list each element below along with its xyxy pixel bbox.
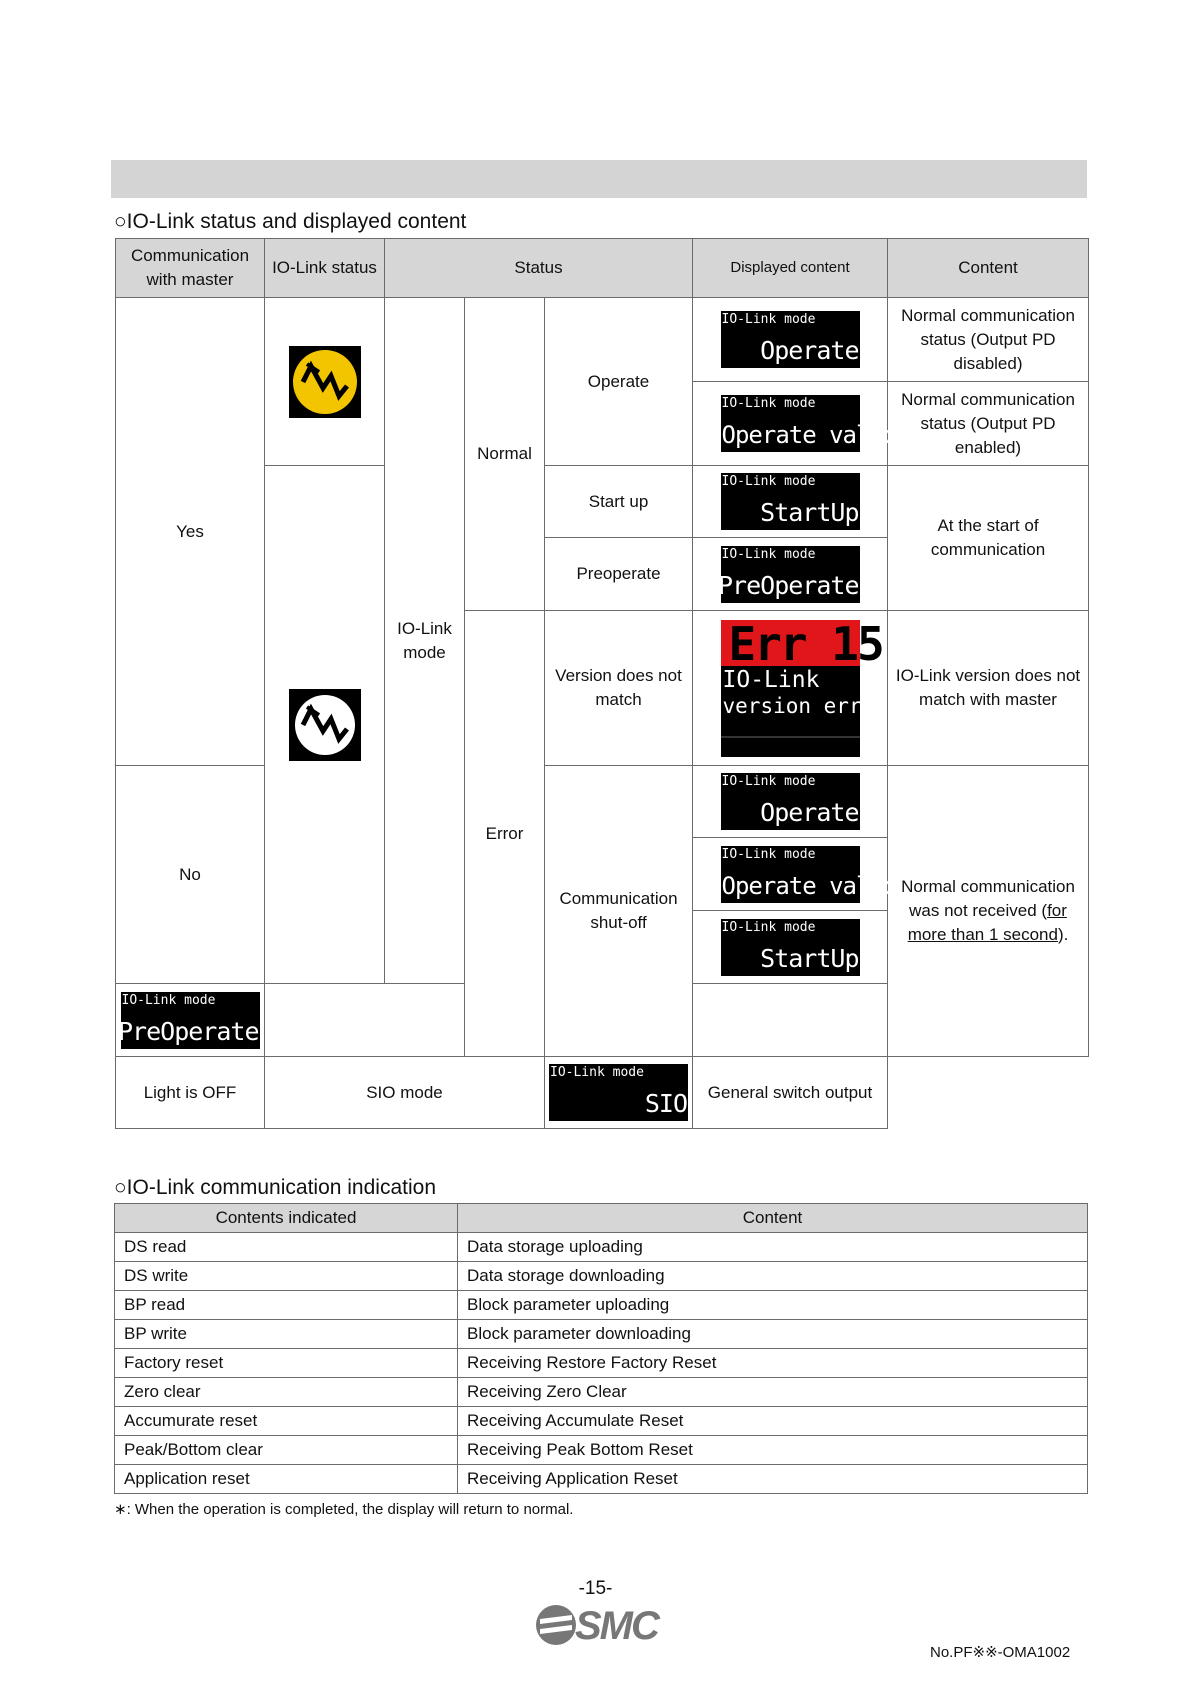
- comm-no-cell: No: [116, 766, 265, 984]
- lcd-cell: [116, 984, 265, 1057]
- status-error-cell: Error: [465, 611, 545, 1057]
- iolink-mode-cell: IO-Link mode: [385, 298, 465, 984]
- page-header-bar: [111, 160, 1087, 198]
- table-row: [115, 1407, 1088, 1436]
- lcd-operate-valid: IO-Link mode Operate valid: [721, 395, 860, 452]
- content-start-of-communication: At the start of communication: [888, 466, 1089, 611]
- header-iolink-status: IO-Link status: [265, 239, 385, 298]
- content-normal-pd-enabled: Normal communication status (Output PD enabled): [888, 382, 1089, 466]
- smc-logo-icon: [535, 1603, 670, 1647]
- indicated-cell: Peak/Bottom clear: [115, 1436, 458, 1465]
- header-communication: Communication with master: [116, 239, 265, 298]
- status-shutoff-cell: Communication shut-off: [545, 766, 693, 1057]
- indicated-cell: BP read: [115, 1291, 458, 1320]
- header-displayed-content: Displayed content: [693, 239, 888, 298]
- header-contents-indicated: Contents indicated: [115, 1204, 458, 1233]
- comm-yes-cell: Yes: [116, 298, 265, 766]
- content-cell: Block parameter downloading: [458, 1320, 1088, 1349]
- table-row: [115, 1233, 1088, 1262]
- table-row: [115, 1320, 1088, 1349]
- content-cell: Receiving Application Reset: [458, 1465, 1088, 1494]
- lcd-shutoff-operate-valid: IO-Link mode Operate valid: [721, 846, 860, 903]
- table-row: [115, 1262, 1088, 1291]
- svg-text:SMC: SMC: [575, 1604, 658, 1648]
- table-row: [115, 1378, 1088, 1407]
- content-cell: Receiving Peak Bottom Reset: [458, 1436, 1088, 1465]
- table-row: [116, 298, 1089, 382]
- content-general-switch: General switch output: [693, 1057, 888, 1129]
- document-number: No.PF※※-OMA1002: [930, 1644, 1071, 1661]
- indicated-cell: BP write: [115, 1320, 458, 1349]
- content-cell: Receiving Accumulate Reset: [458, 1407, 1088, 1436]
- content-version-mismatch: IO-Link version does not match with master: [888, 611, 1089, 766]
- lcd-cell: [693, 298, 888, 382]
- lcd-shutoff-startup: IO-Link mode StartUp: [721, 919, 860, 976]
- iolink-communication-table: [114, 1203, 1088, 1494]
- lcd-operate: IO-Link mode Operate: [721, 311, 860, 368]
- footnote: ∗: When the operation is completed, the display will return to normal.: [114, 1501, 574, 1518]
- lcd-shutoff-preoperate: IO-Link mode PreOperate: [121, 992, 260, 1049]
- lcd-cell: [545, 1057, 693, 1129]
- indicated-cell: Application reset: [115, 1465, 458, 1494]
- status-normal-cell: Normal: [465, 298, 545, 611]
- lcd-cell: [693, 538, 888, 611]
- table-header-row: [116, 239, 1089, 298]
- lcd-cell: [693, 382, 897, 466]
- smc-logo: [535, 1603, 670, 1652]
- lcd-cell: [693, 766, 888, 838]
- indicated-cell: Accumurate reset: [115, 1407, 458, 1436]
- lcd-sio: IO-Link mode SIO: [549, 1064, 688, 1121]
- status-version-cell: Version does not match: [545, 611, 693, 766]
- lcd-cell: [693, 838, 897, 911]
- table-row: [115, 1436, 1088, 1465]
- section-title-status: ○IO-Link status and displayed content: [114, 210, 467, 233]
- content-not-received: Normal communication was not received (for more than 1 second).: [888, 766, 1089, 1057]
- indicated-cell: Zero clear: [115, 1378, 458, 1407]
- icon-on-cell: [265, 298, 385, 466]
- indicated-cell: Factory reset: [115, 1349, 458, 1378]
- content-cell: Receiving Zero Clear: [458, 1378, 1088, 1407]
- status-startup-cell: Start up: [545, 466, 693, 538]
- table-row: [116, 766, 1089, 838]
- lcd-cell: [693, 466, 888, 538]
- table-row: [115, 1349, 1088, 1378]
- light-off-cell: Light is OFF: [116, 1057, 265, 1129]
- lcd-cell: [693, 911, 888, 984]
- indicated-cell: DS read: [115, 1233, 458, 1262]
- io-link-indicator-on-icon: [289, 346, 361, 418]
- sio-mode-cell: SIO mode: [265, 1057, 545, 1129]
- lcd-preoperate: IO-Link mode PreOperate: [721, 546, 860, 603]
- lcd-startup: IO-Link mode StartUp: [721, 473, 860, 530]
- header-content: Content: [888, 239, 1089, 298]
- table-row: [115, 1291, 1088, 1320]
- content-cell: Block parameter uploading: [458, 1291, 1088, 1320]
- icon-flash-cell: [265, 466, 385, 984]
- iolink-status-table: [115, 238, 1089, 1129]
- header-status: Status: [385, 239, 693, 298]
- io-link-indicator-flashing-icon: [289, 689, 361, 761]
- lcd-shutoff-operate: IO-Link mode Operate: [721, 773, 860, 830]
- table-row: [116, 1057, 1089, 1129]
- indicated-cell: DS write: [115, 1262, 458, 1291]
- content-cell: Data storage downloading: [458, 1262, 1088, 1291]
- table-header-row: [115, 1204, 1088, 1233]
- status-preoperate-cell: Preoperate: [545, 538, 693, 611]
- lcd-version-error: Err 15 IO-Link version error: [721, 620, 860, 757]
- content-cell: Data storage uploading: [458, 1233, 1088, 1262]
- table-row: [115, 1465, 1088, 1494]
- lcd-cell: [693, 611, 888, 766]
- status-operate-cell: Operate: [545, 298, 693, 466]
- page-number: -15-: [578, 1578, 613, 1599]
- content-cell: Receiving Restore Factory Reset: [458, 1349, 1088, 1378]
- content-normal-pd-disabled: Normal communication status (Output PD disabled): [888, 298, 1089, 382]
- header-content: Content: [458, 1204, 1088, 1233]
- section-title-communication: ○IO-Link communication indication: [114, 1176, 436, 1199]
